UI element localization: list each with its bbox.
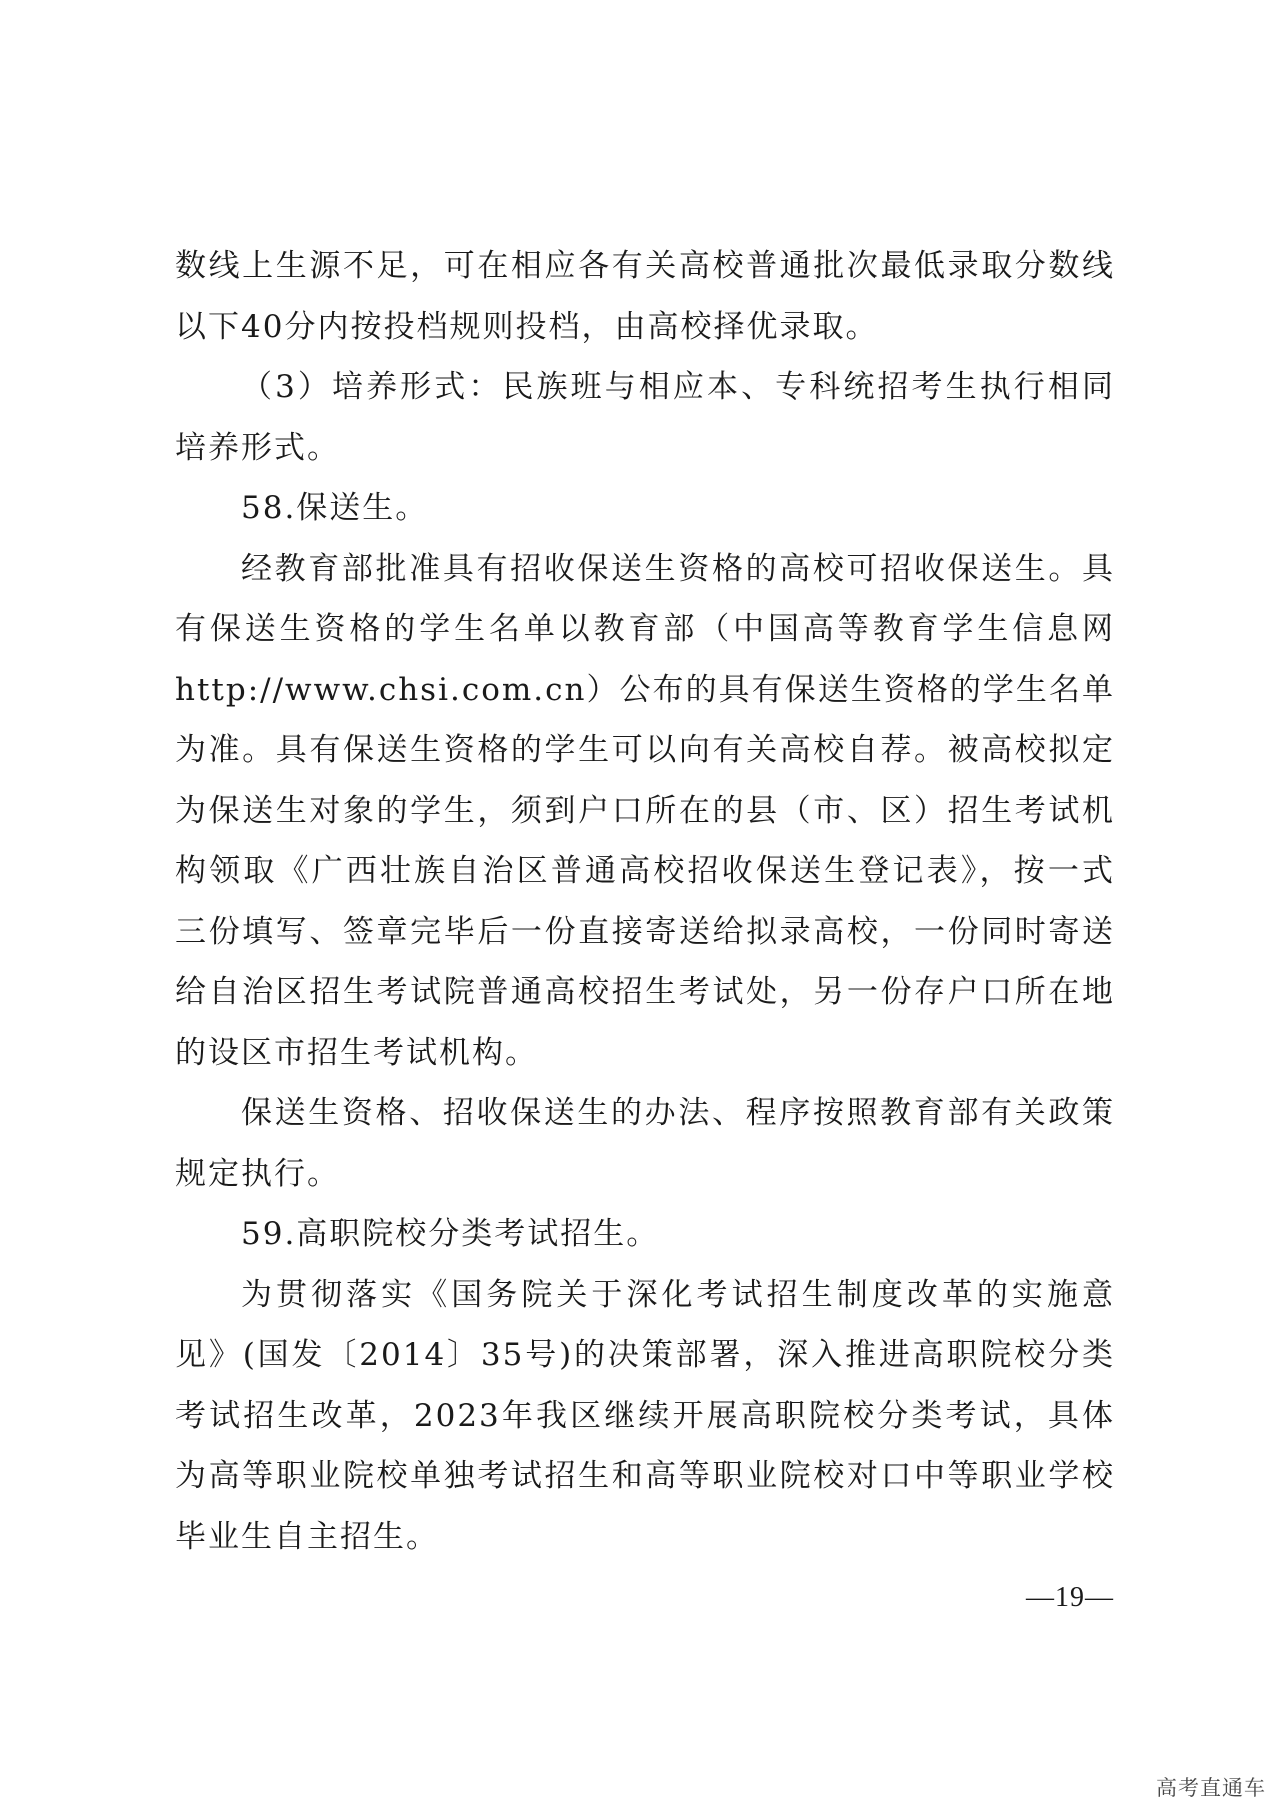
section-heading-58: 58.保送生。 — [241, 490, 429, 526]
paragraph-recommended-students: 经教育部批准具有招收保送生资格的高校可招收保送生。具有保送生资格的学生名单以教育部（中国高等教育学生信息网 http://www.chsi.com.cn）公布的具有保送生资格的学生名单为准。具有保送生资格的学生可以向有关高校自荐。被高校拟定为保送生对象的学生，须到户口所在的县（市、区）招生考试机构领取《广西壮族自治区普通高校招收保送生登记表》，按一式三份填写、签章完毕后一份直接寄送给拟录高校，一份同时寄送给自治区招生考试院普通高校招生考试处，另一份存户口所在地的设区市招生考试机构。 — [175, 550, 1115, 1071]
section-heading-59: 59.高职院校分类考试招生。 — [241, 1216, 660, 1252]
page-number: —19— — [1026, 1582, 1114, 1613]
paragraph-training-form: （3）培养形式：民族班与相应本、专科统招考生执行相同培养形式。 — [175, 369, 1115, 466]
watermark-text: 高考直通车 — [1156, 1776, 1266, 1800]
paragraph-continuation: 数线上生源不足，可在相应各有关高校普通批次最低录取分数线以下40分内按投档规则投档，由高校择优录取。 — [175, 248, 1115, 345]
document-body — [175, 236, 1115, 1567]
paragraph-vocational-admission: 为贯彻落实《国务院关于深化考试招生制度改革的实施意见》(国发〔2014〕35号)的决策部署，深入推进高职院校分类考试招生改革，2023年我区继续开展高职院校分类考试，具体为高等职业院校单独考试招生和高等职业院校对口中等职业学校毕业生自主招生。 — [175, 1276, 1115, 1555]
paragraph-recommended-policy: 保送生资格、招收保送生的办法、程序按照教育部有关政策规定执行。 — [175, 1095, 1115, 1192]
